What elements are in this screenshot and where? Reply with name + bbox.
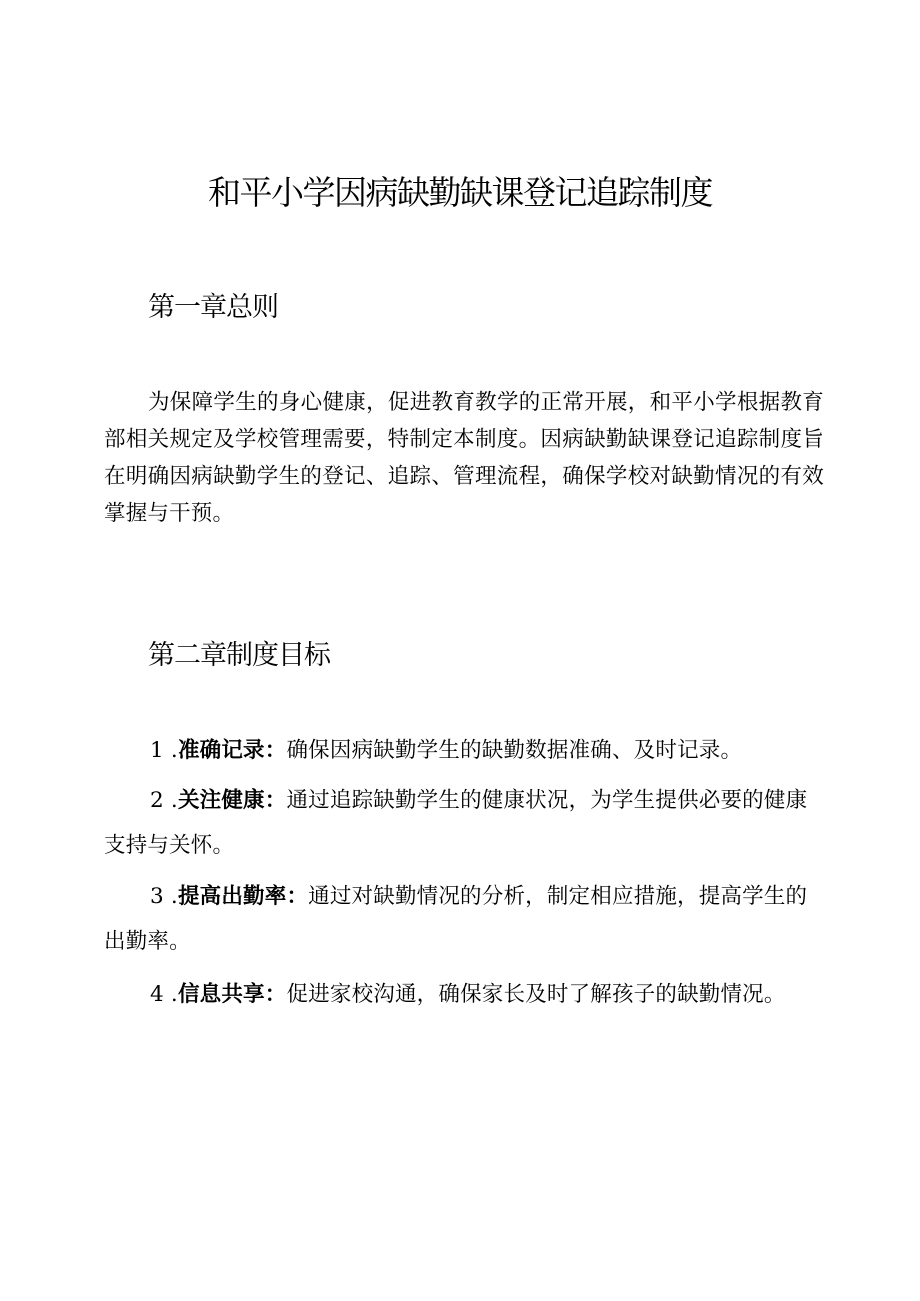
chapter-2-heading: 第二章制度目标 xyxy=(148,640,330,671)
goal-item-2 xyxy=(104,778,824,868)
goal-item-text: 通过对缺勤情况的分析，制定相应措施，提高学生的出勤率。 xyxy=(104,884,808,954)
goal-item-number: 3 . xyxy=(150,884,178,909)
goal-item-text: 促进家校沟通，确保家长及时了解孩子的缺勤情况。 xyxy=(286,982,786,1007)
goal-item-number: 4 . xyxy=(150,982,178,1007)
goal-item-number: 1 . xyxy=(150,738,178,763)
goal-item-text: 确保因病缺勤学生的缺勤数据准确、及时记录。 xyxy=(286,738,743,763)
goal-item-text: 通过追踪缺勤学生的健康状况，为学生提供必要的健康支持与关怀。 xyxy=(104,788,808,858)
goal-item-3 xyxy=(104,874,824,964)
goal-item-term: 关注健康： xyxy=(177,788,287,813)
document-title: 和平小学因病缺勤缺课登记追踪制度 xyxy=(208,173,712,212)
goal-item-1 xyxy=(104,728,824,773)
chapter-1-paragraph: 为保障学生的身心健康，促进教育教学的正常开展，和平小学根据教育部相关规定及学校管理需要，特制定本制度。因病缺勤缺课登记追踪制度旨在明确因病缺勤学生的登记、追踪、管理流程，确保学校对缺勤情况的有效掌握与干预。 xyxy=(104,390,824,526)
goal-item-4 xyxy=(104,972,824,1017)
chapter-1-heading: 第一章总则 xyxy=(148,292,278,323)
goal-item-number: 2 . xyxy=(150,788,178,813)
goal-item-term: 信息共享： xyxy=(177,982,287,1007)
goal-item-term: 提高出勤率： xyxy=(177,884,309,909)
goal-item-term: 准确记录： xyxy=(177,738,287,763)
